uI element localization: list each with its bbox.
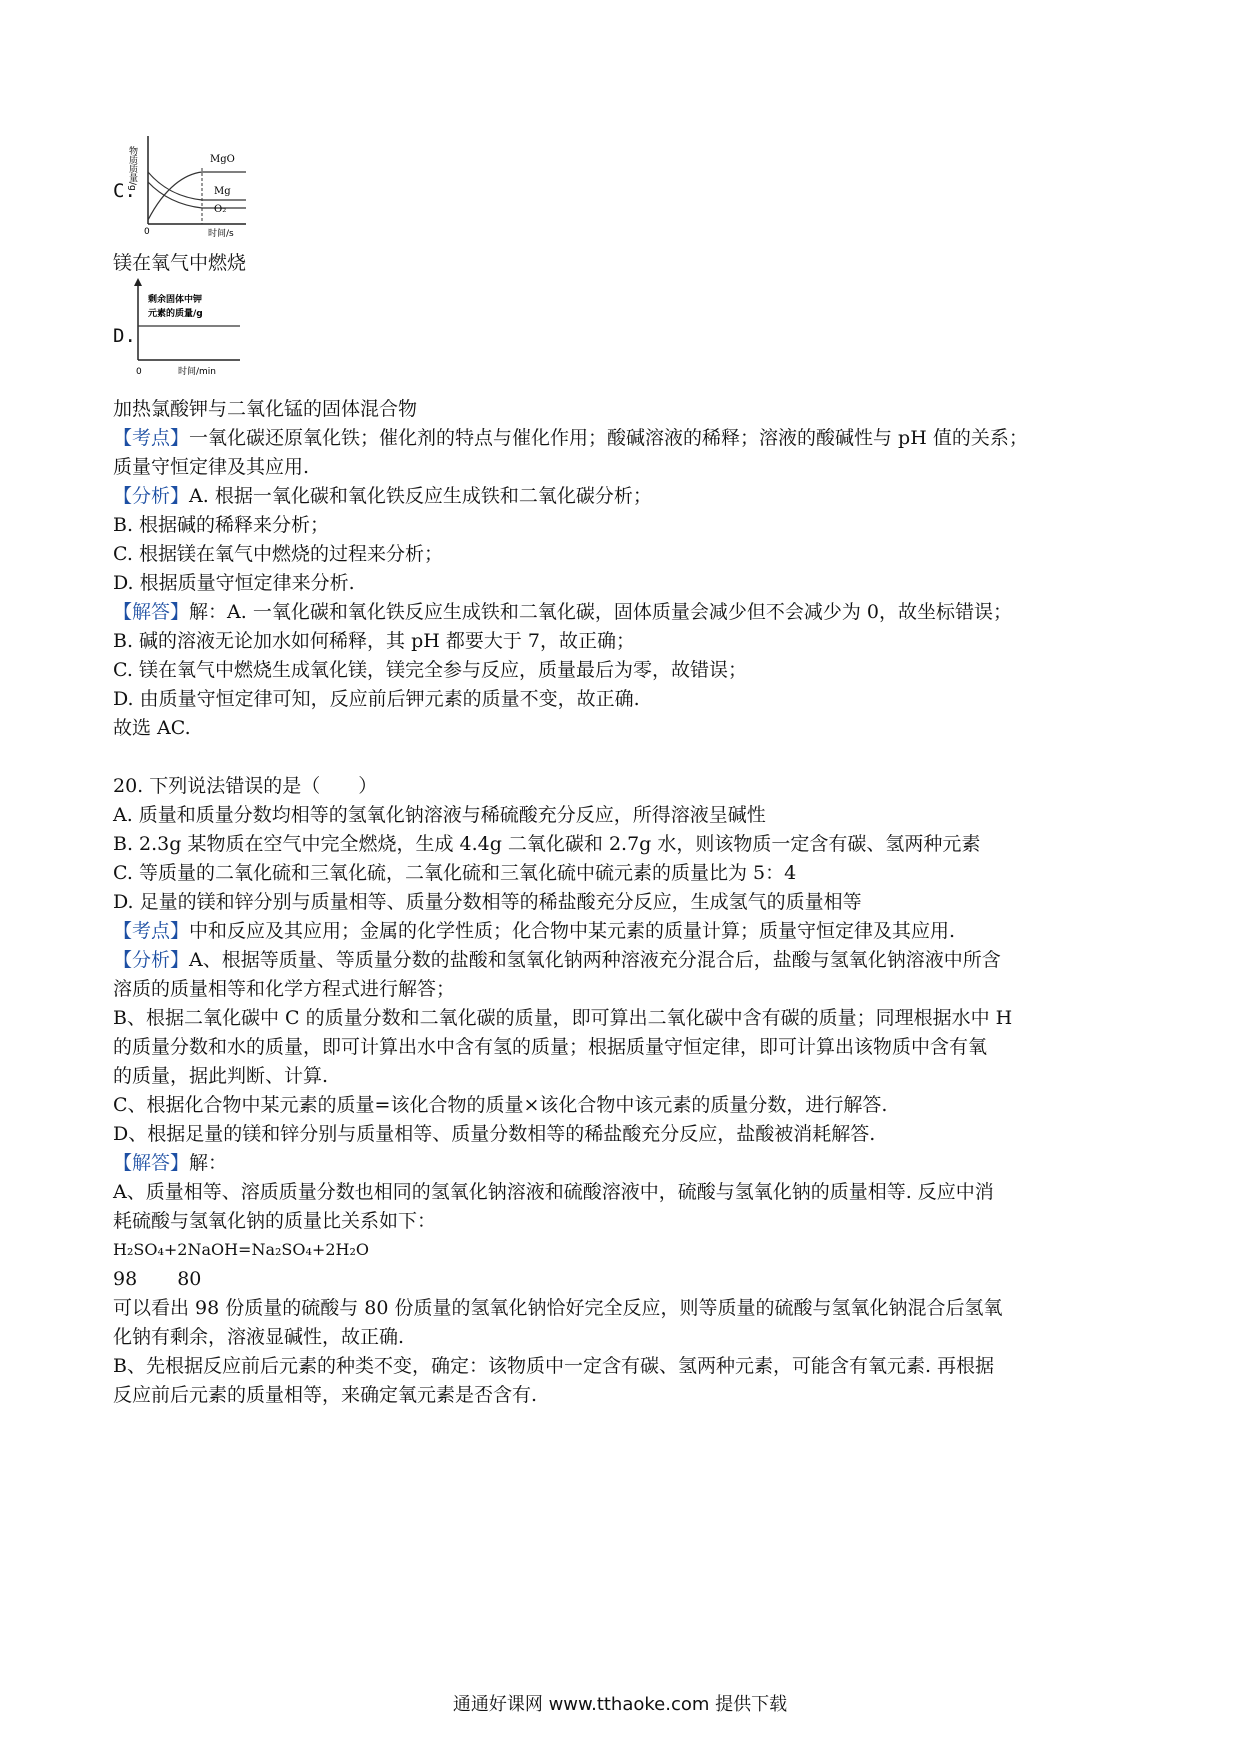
q19-kaodian [113, 425, 1028, 451]
curve-mgo [148, 172, 246, 220]
option-c-label: C. [113, 180, 136, 202]
q19-jieda-a: 解：A. 一氧化碳和氧化铁反应生成铁和二氧化碳，固体质量会减少但不会减少为 0，故坐标错误； [189, 601, 1012, 623]
curve-label-mgo: MgO [210, 154, 235, 165]
q19-jieda [113, 599, 1012, 625]
q20-option-d: D. 足量的镁和锌分别与质量相等、质量分数相等的稀盐酸充分反应，生成氢气的质量相等 [113, 891, 862, 913]
q20-option-b: B. 2.3g 某物质在空气中完全燃烧，生成 4.4g 二氧化碳和 2.7g 水，则该物质一定含有碳、氢两种元素 [113, 833, 981, 855]
figure-d-ylabel-2: 元素的质量/g [148, 309, 203, 319]
q19-fenxi [113, 483, 652, 509]
figure-d-xlabel: 时间/min [178, 367, 217, 377]
q19-fenxi-a: A. 根据一氧化碳和氧化铁反应生成铁和二氧化碳分析； [189, 485, 652, 507]
q20-option-c: C. 等质量的二氧化硫和三氧化硫，二氧化硫和三氧化硫中硫元素的质量比为 5：4 [113, 862, 797, 884]
q19-fenxi-b: B. 根据碱的稀释来分析； [113, 514, 330, 536]
q20-jieda-a3: 可以看出 98 份质量的硫酸与 80 份质量的氢氧化钠恰好完全反应，则等质量的硫酸与氢氧化钠混合后氢氧 [113, 1297, 1003, 1319]
curve-label-o2: O₂ [214, 204, 227, 215]
figure-d-caption: 加热氯酸钾与二氧化锰的固体混合物 [113, 398, 418, 420]
equation-masses [113, 1266, 201, 1292]
q19-fenxi-c: C. 根据镁在氧气中燃烧的过程来分析； [113, 543, 443, 565]
q20-jieda-a2: 耗硫酸与氢氧化钠的质量比关系如下： [113, 1210, 437, 1232]
curve-label-mg: Mg [214, 186, 231, 197]
q20-fenxi-b3: 的质量，据此判断、计算. [113, 1065, 329, 1087]
curve-mg [148, 172, 246, 200]
q20-jieda-a1: A、质量相等、溶质质量分数也相同的氢氧化钠溶液和硫酸溶液中，硫酸与氢氧化钠的质量相等. 反应中消 [113, 1181, 994, 1203]
figure-c-caption: 镁在氧气中燃烧 [113, 252, 247, 274]
fenxi-tag: 【分析】 [113, 485, 190, 507]
q19-jieda-c: C. 镁在氧气中燃烧生成氧化镁，镁完全参与反应，质量最后为零，故错误； [113, 659, 747, 681]
kaodian-tag: 【考点】 [113, 427, 190, 449]
mass-h2so4: 98 [113, 1268, 138, 1290]
figure-c-origin: 0 [144, 227, 150, 237]
q20-jieda-b2: 反应前后元素的质量相等，来确定氧元素是否含有. [113, 1384, 538, 1406]
q20-fenxi-c: C、根据化合物中某元素的质量=该化合物的质量×该化合物中该元素的质量分数，进行解答. [113, 1094, 888, 1116]
q20-fenxi-b1: B、根据二氧化碳中 C 的质量分数和二氧化碳的质量，即可算出二氧化碳中含有碳的质量；同理根据水中 H [113, 1007, 1013, 1029]
q19-kaodian-cont: 质量守恒定律及其应用. [113, 456, 310, 478]
q20-fenxi-a2: 溶质的质量相等和化学方程式进行解答； [113, 978, 456, 1000]
q20-kaodian-text: 中和反应及其应用；金属的化学性质；化合物中某元素的质量计算；质量守恒定律及其应用. [189, 920, 956, 942]
figure-d-potassium-graph [128, 278, 246, 378]
option-d-label: D. [113, 325, 136, 347]
q20-option-a: A. 质量和质量分数均相等的氢氧化钠溶液与稀硫酸充分反应，所得溶液呈碱性 [113, 804, 766, 826]
q20-jieda [113, 1150, 227, 1176]
mass-naoh: 80 [177, 1268, 202, 1290]
q19-jieda-d: D. 由质量守恒定律可知，反应前后钾元素的质量不变，故正确. [113, 688, 640, 710]
page-footer: 通通好课网 www.tthaoke.com 提供下载 [452, 1694, 788, 1715]
figure-c-ylabel: 物质质量/g [127, 146, 137, 191]
figure-d-origin: 0 [136, 367, 142, 377]
q20-jieda-a4: 化钠有剩余，溶液显碱性，故正确. [113, 1326, 405, 1348]
q19-kaodian-text: 一氧化碳还原氧化铁；催化剂的特点与催化作用；酸碱溶液的稀释；溶液的酸碱性与 pH 值的关系； [189, 427, 1028, 449]
q19-jieda-b: B. 碱的溶液无论加水如何稀释，其 pH 都要大于 7，故正确； [113, 630, 635, 652]
chemical-equation: H₂SO₄+2NaOH=Na₂SO₄+2H₂O [113, 1240, 369, 1259]
q20-stem: 20. 下列说法错误的是（ ） [113, 775, 378, 797]
figure-c-xlabel: 时间/s [208, 229, 234, 239]
q20-jieda-b1: B、先根据反应前后元素的种类不变，确定：该物质中一定含有碳、氢两种元素，可能含有氧元素. 再根据 [113, 1355, 995, 1377]
jieda-tag: 【解答】 [113, 1152, 190, 1174]
q20-jieda-intro: 解： [189, 1152, 228, 1174]
figure-d-ylabel-1: 剩余固体中钾 [148, 295, 203, 305]
kaodian-tag: 【考点】 [113, 920, 190, 942]
q20-fenxi-a1: A、根据等质量、等质量分数的盐酸和氢氧化钠两种溶液充分混合后，盐酸与氢氧化钠溶液中所含 [189, 949, 1001, 971]
q20-kaodian [113, 918, 955, 944]
q19-fenxi-d: D. 根据质量守恒定律来分析. [113, 572, 355, 594]
fenxi-tag: 【分析】 [113, 949, 190, 971]
q20-fenxi-d: D、根据足量的镁和锌分别与质量相等、质量分数相等的稀盐酸充分反应，盐酸被消耗解答. [113, 1123, 876, 1145]
jieda-tag: 【解答】 [113, 601, 190, 623]
q20-fenxi-b2: 的质量分数和水的质量，即可计算出水中含有氢的质量；根据质量守恒定律，即可计算出该物质中含有氧 [113, 1036, 988, 1058]
q19-answer: 故选 AC. [113, 717, 191, 739]
q20-fenxi [113, 947, 1001, 973]
figure-c-mgo-graph [127, 132, 250, 239]
